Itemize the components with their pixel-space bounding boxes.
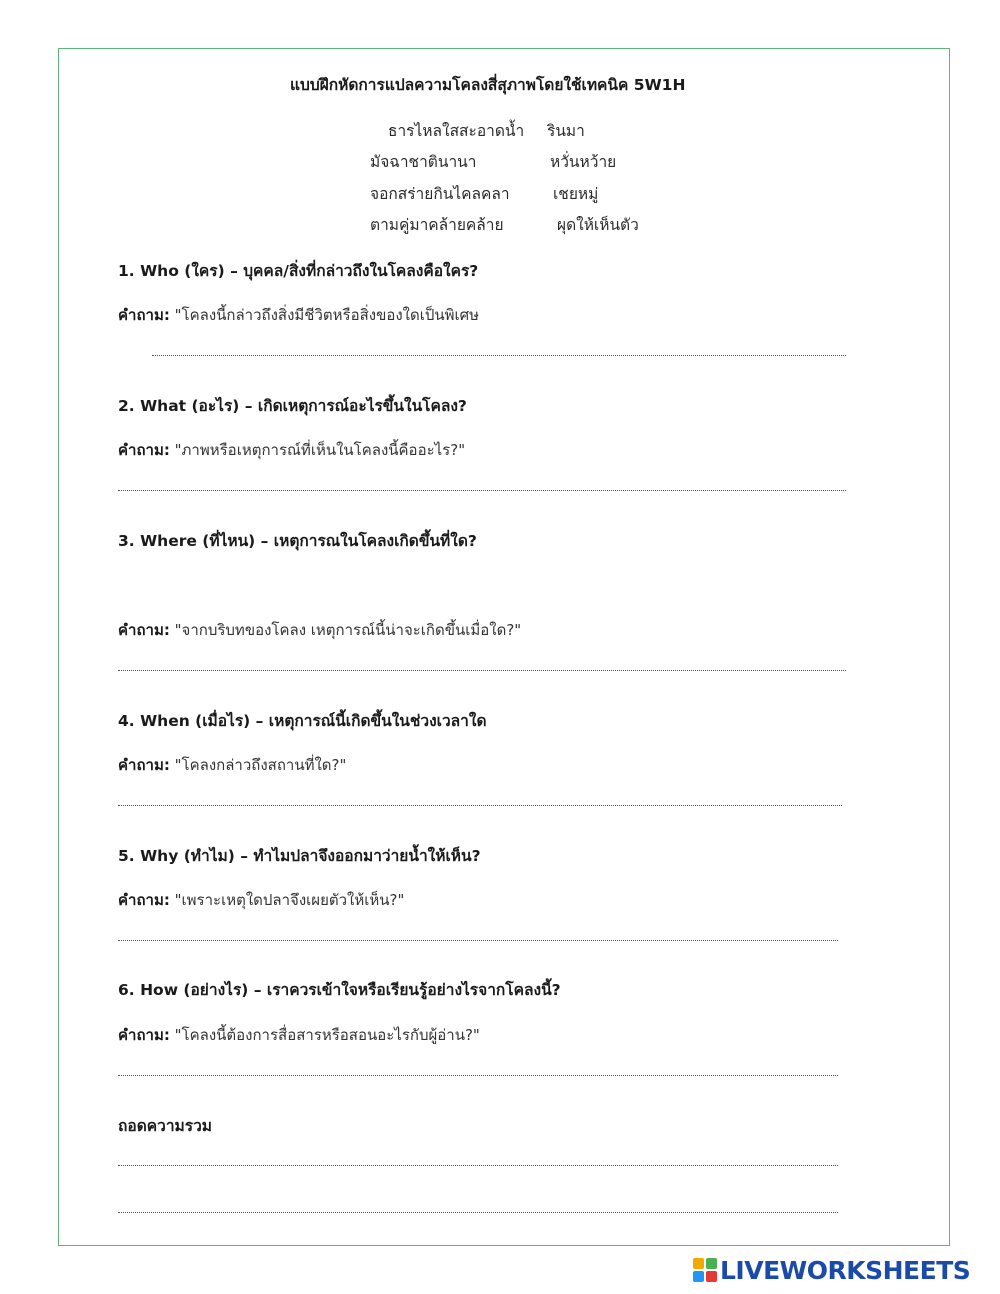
liveworksheets-logo[interactable] — [693, 1255, 970, 1285]
logo-text: LIVEWORKSHEETS — [720, 1255, 971, 1285]
question-label: คำถาม: — [118, 756, 170, 774]
answer-line-5[interactable] — [118, 940, 838, 941]
question-text: "โคลงนี้กล่าวถึงสิ่งมีชีวิตหรือสิ่งของใดเป็นพิเศษ — [174, 306, 480, 324]
section-1-heading: 1. Who (ใคร) – บุคคล/สิ่งที่กล่าวถึงในโคลงคือใคร? — [118, 262, 479, 280]
section-6-heading: 6. How (อย่างไร) – เราควรเข้าใจหรือเรียนรู้อย่างไรจากโคลงนี้? — [118, 981, 561, 999]
question-label: คำถาม: — [118, 441, 170, 459]
section-3-heading: 3. Where (ที่ไหน) – เหตุการณในโคลงเกิดขึ้นที่ใด? — [118, 532, 477, 550]
answer-line-2[interactable] — [118, 490, 846, 491]
poem-line-3-left: จอกสร่ายกินไคลคลา — [370, 185, 510, 203]
question-label: คำถาม: — [118, 1026, 170, 1044]
section-2-question — [118, 438, 465, 462]
section-5-heading: 5. Why (ทำไม) – ทำไมปลาจึงออกมาว่ายน้ำให้เห็น? — [118, 847, 481, 865]
answer-line-3[interactable] — [118, 670, 846, 671]
question-text: "จากบริบทของโคลง เหตุการณ์นี้น่าจะเกิดขึ้นเมื่อใด?" — [174, 621, 522, 639]
summary-answer-line-2[interactable] — [118, 1212, 838, 1213]
section-4-heading: 4. When (เมื่อไร) – เหตุการณ์นี้เกิดขึ้นในช่วงเวลาใด — [118, 712, 487, 730]
answer-line-6[interactable] — [118, 1075, 838, 1076]
poem-line-1-left: ธารไหลใสสะอาดน้ำ — [388, 122, 525, 140]
question-label: คำถาม: — [118, 306, 170, 324]
poem-line-2-left: มัจฉาชาตินานา — [370, 153, 477, 171]
section-3-question — [118, 618, 521, 642]
question-label: คำถาม: — [118, 891, 170, 909]
poem-line-2-right: หวั่นหว้าย — [550, 153, 617, 171]
poem-line-3-right: เชยหมู่ — [553, 185, 599, 203]
worksheet-frame — [58, 48, 950, 1246]
poem-line-1-right: รินมา — [547, 122, 585, 140]
worksheet-title: แบบฝึกหัดการแปลความโคลงสี่สุภาพโดยใช้เทคนิค 5W1H — [290, 76, 686, 94]
liveworksheets-icon — [693, 1258, 717, 1282]
answer-line-1[interactable] — [152, 355, 846, 356]
section-4-question — [118, 753, 346, 777]
section-2-heading: 2. What (อะไร) – เกิดเหตุการณ์อะไรขึ้นในโคลง? — [118, 397, 467, 415]
question-label: คำถาม: — [118, 621, 170, 639]
section-1-question — [118, 303, 479, 327]
question-text: "ภาพหรือเหตุการณ์ที่เห็นในโคลงนี้คืออะไร?" — [174, 441, 466, 459]
answer-line-4[interactable] — [118, 805, 842, 806]
summary-heading: ถอดความรวม — [118, 1117, 212, 1135]
summary-answer-line-1[interactable] — [118, 1165, 838, 1166]
section-6-question — [118, 1023, 480, 1047]
question-text: "โคลงกล่าวถึงสถานที่ใด?" — [174, 756, 347, 774]
poem-line-4-left: ตามคู่มาคล้ายคล้าย — [370, 216, 504, 234]
poem-line-4-right: ผุดให้เห็นตัว — [557, 216, 639, 234]
question-text: "เพราะเหตุใดปลาจึงเผยตัวให้เห็น?" — [174, 891, 405, 909]
section-5-question — [118, 888, 404, 912]
question-text: "โคลงนี้ต้องการสื่อสารหรือสอนอะไรกับผู้อ่าน?" — [174, 1026, 480, 1044]
